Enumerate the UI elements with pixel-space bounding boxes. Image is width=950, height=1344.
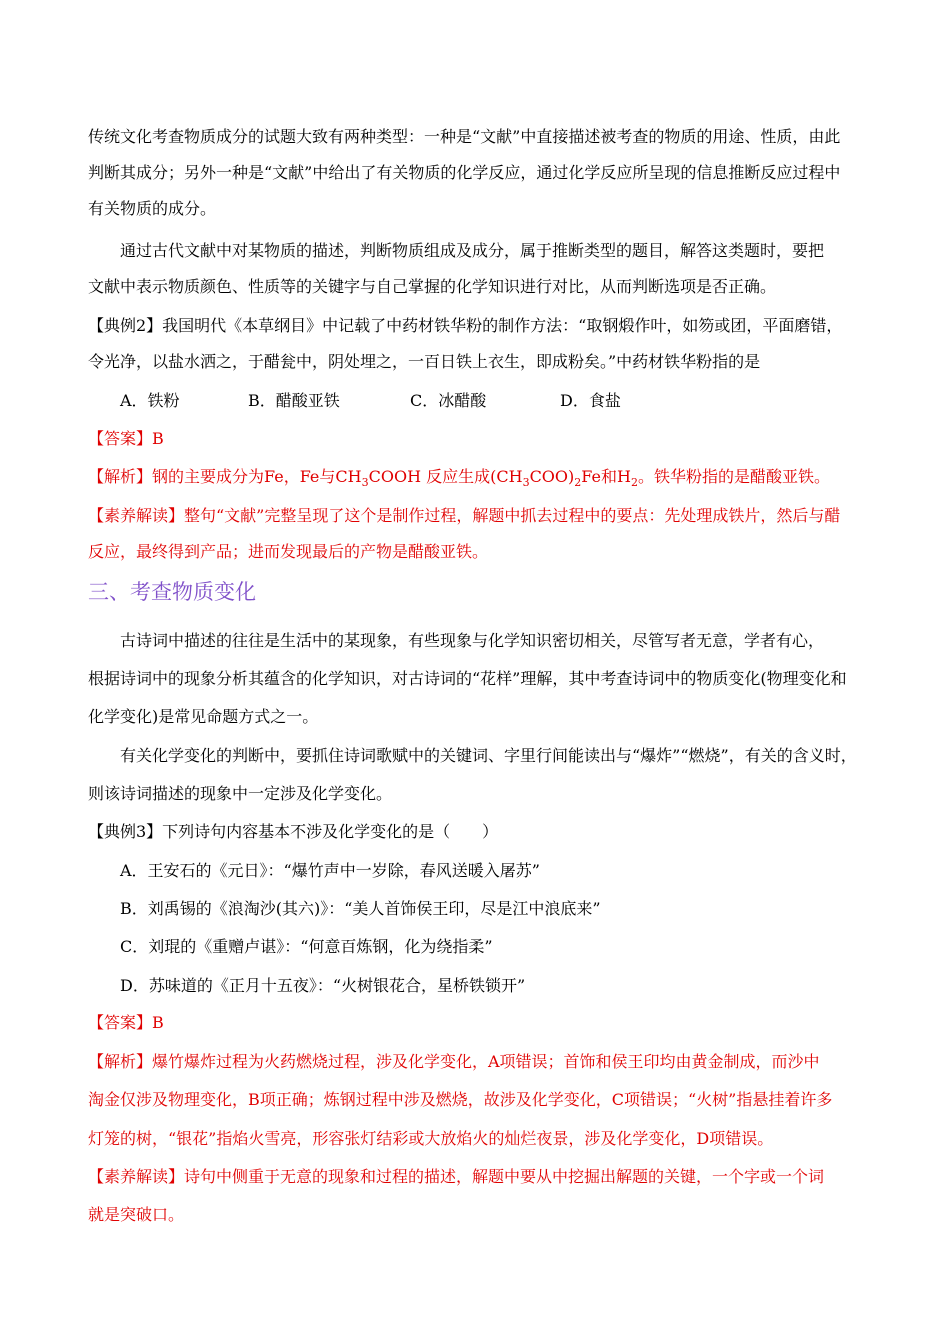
example-question: 【典例2】我国明代《本草纲目》中记载了中药材铁华粉的制作方法：“取钢煅作叶，如笏或团，平面磨错，: [88, 316, 843, 335]
paragraph-line: 化学变化)是常见命题方式之一。: [88, 707, 319, 726]
example-question: 令光净，以盐水洒之，于醋瓮中，阴处埋之，一百日铁上衣生，即成粉矣。”中药材铁华粉指的是: [88, 352, 761, 371]
analysis-segment: 【解析】钢的主要成分为Fe，Fe与CH: [88, 467, 362, 486]
literacy-note: 【素养解读】整句“文献”完整呈现了这个是制作过程，解题中抓去过程中的要点：先处理成铁片，然后与醋: [88, 506, 841, 525]
option-c: C．冰醋酸: [410, 391, 487, 410]
option-a: A．王安石的《元日》：“爆竹声中一岁除，春风送暖入屠苏”: [120, 861, 540, 880]
option-b: B．刘禹锡的《浪淘沙(其六)》：“美人首饰侯王印，尽是江中浪底来”: [120, 899, 601, 918]
analysis-segment: COOH 反应生成(CH: [368, 467, 523, 486]
example-question: 【典例3】下列诗句内容基本不涉及化学变化的是（ ）: [88, 822, 499, 841]
analysis-segment: 。铁华粉指的是醋酸亚铁。: [637, 467, 830, 486]
subscript: 2: [630, 476, 638, 489]
paragraph-line: 文献中表示物质颜色、性质等的关键字与自己掌握的化学知识进行对比，从而判断选项是否正确。: [88, 277, 777, 296]
subscript: 3: [361, 476, 369, 489]
paragraph-line: 判断其成分；另外一种是“文献”中给出了有关物质的化学反应，通过化学反应所呈现的信息推断反应过程中: [88, 163, 841, 182]
subscript: 2: [574, 476, 582, 489]
analysis-text: 淘金仅涉及物理变化，B项正确；炼钢过程中涉及燃烧，故涉及化学变化，C项错误；“火树”指悬挂着许多: [88, 1090, 833, 1109]
paragraph-line: 则该诗词描述的现象中一定涉及化学变化。: [88, 784, 393, 803]
option-row: [120, 390, 621, 412]
answer-label: 【答案】B: [88, 1013, 164, 1032]
paragraph-line: 根据诗词中的现象分析其蕴含的化学知识，对古诗词的“花样”理解，其中考查诗词中的物质变化(物理变化和: [88, 669, 847, 688]
subscript: 3: [522, 476, 530, 489]
analysis-segment: Fe和H: [581, 467, 631, 486]
literacy-note: 【素养解读】诗句中侧重于无意的现象和过程的描述，解题中要从中挖掘出解题的关键，一个字或一个词: [88, 1167, 825, 1186]
answer-label: 【答案】B: [88, 429, 164, 448]
analysis-text: [88, 466, 830, 494]
option-c: C．刘琨的《重赠卢谌》：“何意百炼钢，化为绕指柔”: [120, 937, 493, 956]
literacy-note: 反应，最终得到产品；进而发现最后的产物是醋酸亚铁。: [88, 542, 489, 561]
analysis-text: 【解析】爆竹爆炸过程为火药燃烧过程，涉及化学变化，A项错误；首饰和侯王印均由黄金制成，而沙中: [88, 1052, 820, 1071]
option-d: D．食盐: [560, 391, 621, 410]
analysis-text: 灯笼的树，“银花”指焰火雪亮，形容张灯结彩或大放焰火的灿烂夜景，涉及化学变化，D项错误。: [88, 1129, 774, 1148]
option-a: A．铁粉: [120, 391, 180, 410]
option-b: B．醋酸亚铁: [248, 391, 340, 410]
literacy-note: 就是突破口。: [88, 1205, 185, 1224]
paragraph-line: 古诗词中描述的往往是生活中的某现象，有些现象与化学知识密切相关，尽管写者无意，学者有心，: [120, 631, 825, 650]
paragraph-line: 传统文化考查物质成分的试题大致有两种类型：一种是“文献”中直接描述被考查的物质的用途、性质，由此: [88, 127, 841, 146]
paragraph-line: 有关化学变化的判断中，要抓住诗词歌赋中的关键词、字里行间能读出与“爆炸”“燃烧”，有关的含义时，: [120, 746, 857, 765]
paragraph-line: 有关物质的成分。: [88, 199, 217, 218]
option-d: D．苏味道的《正月十五夜》：“火树银花合，星桥铁锁开”: [120, 976, 526, 995]
section-heading: 三、考查物质变化: [88, 580, 256, 604]
paragraph-line: 通过古代文献中对某物质的描述，判断物质组成及成分，属于推断类型的题目，解答这类题时，要把: [120, 241, 825, 260]
analysis-segment: COO): [529, 467, 575, 486]
